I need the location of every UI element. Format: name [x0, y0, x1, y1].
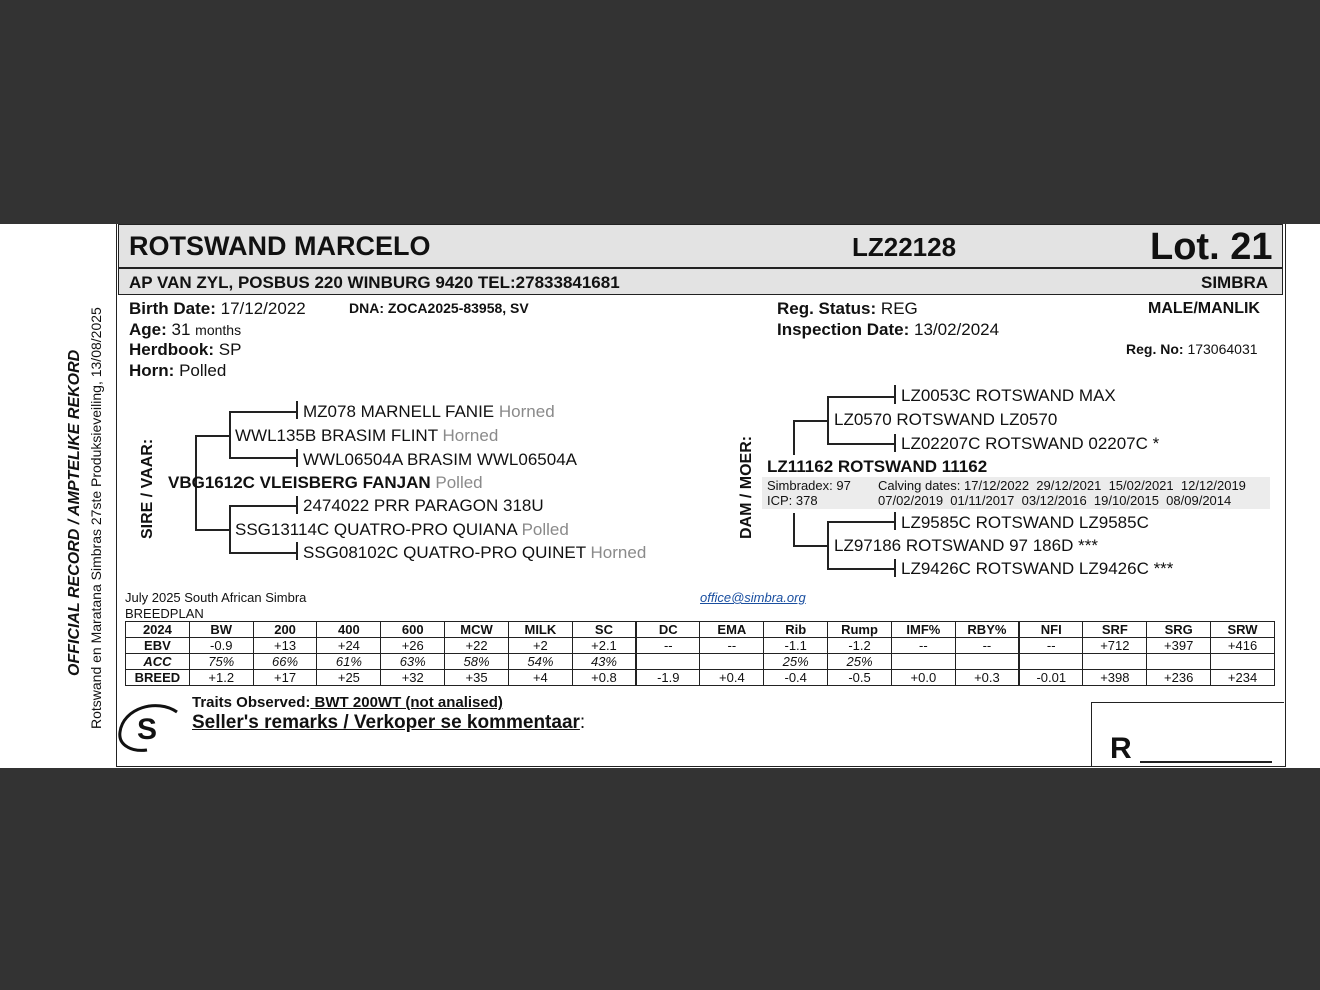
ebv-cell: --: [955, 638, 1019, 654]
ebv-cell: +17: [253, 670, 317, 686]
ebv-cell: [1211, 654, 1275, 670]
ebv-cell: +0.0: [891, 670, 955, 686]
ebv-cell: -1.9: [636, 670, 700, 686]
ebv-cell: BREED: [126, 670, 190, 686]
ebv-cell: +0.8: [572, 670, 636, 686]
animal-id: LZ22128: [852, 232, 957, 262]
breed-label: SIMBRA: [1201, 273, 1269, 292]
sire-name: VBG1612C VLEISBERG FANJAN Polled: [168, 473, 483, 492]
ebv-cell: --: [636, 638, 700, 654]
ebv-cell: +35: [445, 670, 509, 686]
ebv-cell: --: [891, 638, 955, 654]
ebv-cell: +416: [1211, 638, 1275, 654]
ebv-cell: SRG: [1147, 622, 1211, 638]
sale-card: [0, 224, 1320, 768]
ebv-cell: BW: [189, 622, 253, 638]
ebv-cell: +4: [508, 670, 572, 686]
horn-status: Horn: Polled: [129, 361, 227, 380]
ebv-cell: [636, 654, 700, 670]
ebv-cell: 63%: [381, 654, 445, 670]
acc-row: [126, 654, 1275, 670]
reg-number: Reg. No: 173064031: [1126, 341, 1258, 357]
email-link[interactable]: office@simbra.org: [700, 590, 806, 605]
ebv-cell: RBY%: [955, 622, 1019, 638]
ebv-cell: SRW: [1211, 622, 1275, 638]
breedplan-label: BREEDPLAN: [125, 606, 204, 621]
ebv-cell: --: [700, 638, 764, 654]
ebv-cell: SRF: [1083, 622, 1147, 638]
sire-grandsire: WWL135B BRASIM FLINT Horned: [235, 426, 499, 445]
ebv-cell: [1019, 654, 1083, 670]
ebv-cell: +26: [381, 638, 445, 654]
ebv-cell: [891, 654, 955, 670]
ebv-cell: 43%: [572, 654, 636, 670]
ebv-cell: [700, 654, 764, 670]
ebv-cell: 58%: [445, 654, 509, 670]
sire-granddam-dam: SSG08102C QUATRO-PRO QUINET Horned: [303, 543, 647, 562]
sire-granddam-sire: 2474022 PRR PARAGON 318U: [303, 496, 544, 515]
ebv-cell: NFI: [1019, 622, 1083, 638]
ebv-cell: -0.9: [189, 638, 253, 654]
ebv-cell: +236: [1147, 670, 1211, 686]
official-record-label: OFFICIAL RECORD / AMPTELIKE REKORD: [66, 349, 83, 676]
lot-number: Lot. 21: [1150, 226, 1273, 268]
ebv-cell: -0.01: [1019, 670, 1083, 686]
dam-grandsire-sire: LZ0053C ROTSWAND MAX: [901, 386, 1116, 405]
herdbook: Herdbook: SP: [129, 340, 242, 359]
ebv-cell: +398: [1083, 670, 1147, 686]
ebv-cell: 600: [381, 622, 445, 638]
ebv-cell: EMA: [700, 622, 764, 638]
sire-granddam: SSG13114C QUATRO-PRO QUIANA Polled: [235, 520, 569, 539]
ebv-cell: +24: [317, 638, 381, 654]
ebv-table: [125, 621, 1275, 686]
ebv-cell: 61%: [317, 654, 381, 670]
ebv-cell: EBV: [126, 638, 190, 654]
ebv-cell: 400: [317, 622, 381, 638]
breeder-address: AP VAN ZYL, POSBUS 220 WINBURG 9420 TEL:27833841681: [129, 273, 620, 292]
dam-granddam-dam: LZ9426C ROTSWAND LZ9426C ***: [901, 559, 1174, 578]
ebv-cell: 25%: [764, 654, 828, 670]
animal-name: ROTSWAND MARCELO: [129, 231, 431, 261]
inspection-date: Inspection Date: 13/02/2024: [777, 320, 1000, 339]
ebv-cell: +0.3: [955, 670, 1019, 686]
ebv-cell: +1.2: [189, 670, 253, 686]
ebv-cell: -1.1: [764, 638, 828, 654]
ebv-cell: +2: [508, 638, 572, 654]
ebv-cell: [1083, 654, 1147, 670]
sire-grandsire-sire: MZ078 MARNELL FANIE Horned: [303, 402, 555, 421]
dna-info: DNA: ZOCA2025-83958, SV: [349, 300, 529, 316]
ebv-caption: July 2025 South African Simbra: [125, 590, 307, 605]
ebv-cell: -1.2: [828, 638, 892, 654]
ebv-cell: 75%: [189, 654, 253, 670]
breed-row: [126, 670, 1275, 686]
ebv-cell: 25%: [828, 654, 892, 670]
ebv-cell: MILK: [508, 622, 572, 638]
dam-side-label: DAM / MOER:: [738, 435, 755, 539]
ebv-cell: +712: [1083, 638, 1147, 654]
ebv-cell: 66%: [253, 654, 317, 670]
ebv-cell: +234: [1211, 670, 1275, 686]
ebv-cell: 2024: [126, 622, 190, 638]
calving-dates-1: Calving dates: 17/12/2022 29/12/2021 15/02/2021 12/12/2019: [878, 478, 1246, 493]
ebv-cell: +13: [253, 638, 317, 654]
dam-granddam-sire: LZ9585C ROTSWAND LZ9585C: [901, 513, 1149, 532]
dam-grandsire: LZ0570 ROTSWAND LZ0570: [834, 410, 1058, 429]
sale-name-label: Rotswand en Maratana Simbras 27ste Produksieveiling, 13/08/2025: [88, 307, 104, 729]
ebv-cell: [955, 654, 1019, 670]
ebv-cell: [1147, 654, 1211, 670]
ebv-cell: ACC: [126, 654, 190, 670]
sire-grandsire-dam: WWL06504A BRASIM WWL06504A: [303, 450, 578, 469]
ebv-cell: 200: [253, 622, 317, 638]
dam-grandsire-dam: LZ02207C ROTSWAND 02207C *: [901, 434, 1160, 453]
price-line[interactable]: [1140, 761, 1272, 763]
ebv-cell: --: [1019, 638, 1083, 654]
ebv-cell: +2.1: [572, 638, 636, 654]
ebv-cell: Rib: [764, 622, 828, 638]
ebv-cell: +0.4: [700, 670, 764, 686]
dam-name: LZ11162 ROTSWAND 11162: [767, 457, 988, 476]
sellers-remarks: Seller's remarks / Verkoper se kommentaar:: [192, 712, 586, 733]
ebv-row: [126, 638, 1275, 654]
price-label: R: [1110, 732, 1132, 765]
dam-granddam: LZ97186 ROTSWAND 97 186D ***: [834, 536, 1098, 555]
ebv-cell: +22: [445, 638, 509, 654]
icp: ICP: 378: [767, 493, 818, 508]
ebv-cell: 54%: [508, 654, 572, 670]
ebv-cell: +25: [317, 670, 381, 686]
ebv-cell: +32: [381, 670, 445, 686]
ebv-cell: DC: [636, 622, 700, 638]
simbra-logo-icon: [117, 702, 181, 754]
birth-date: Birth Date: 17/12/2022: [129, 299, 306, 318]
ebv-cell: +397: [1147, 638, 1211, 654]
sex-label: MALE/MANLIK: [1148, 300, 1260, 317]
age: Age: 31 months: [129, 320, 242, 339]
ebv-header-row: [126, 622, 1275, 638]
calving-dates-2: 07/02/2019 01/11/2017 03/12/2016 19/10/2015 08/09/2014: [878, 493, 1232, 508]
simbradex: Simbradex: 97: [767, 478, 851, 493]
reg-status: Reg. Status: REG: [777, 299, 918, 318]
ebv-cell: -0.5: [828, 670, 892, 686]
ebv-cell: MCW: [445, 622, 509, 638]
ebv-cell: SC: [572, 622, 636, 638]
ebv-cell: -0.4: [764, 670, 828, 686]
svg-text:S: S: [137, 713, 158, 746]
traits-observed: Traits Observed: BWT 200WT (not analised): [192, 694, 503, 711]
ebv-cell: Rump: [828, 622, 892, 638]
sire-side-label: SIRE / VAAR:: [139, 438, 156, 539]
ebv-cell: IMF%: [891, 622, 955, 638]
